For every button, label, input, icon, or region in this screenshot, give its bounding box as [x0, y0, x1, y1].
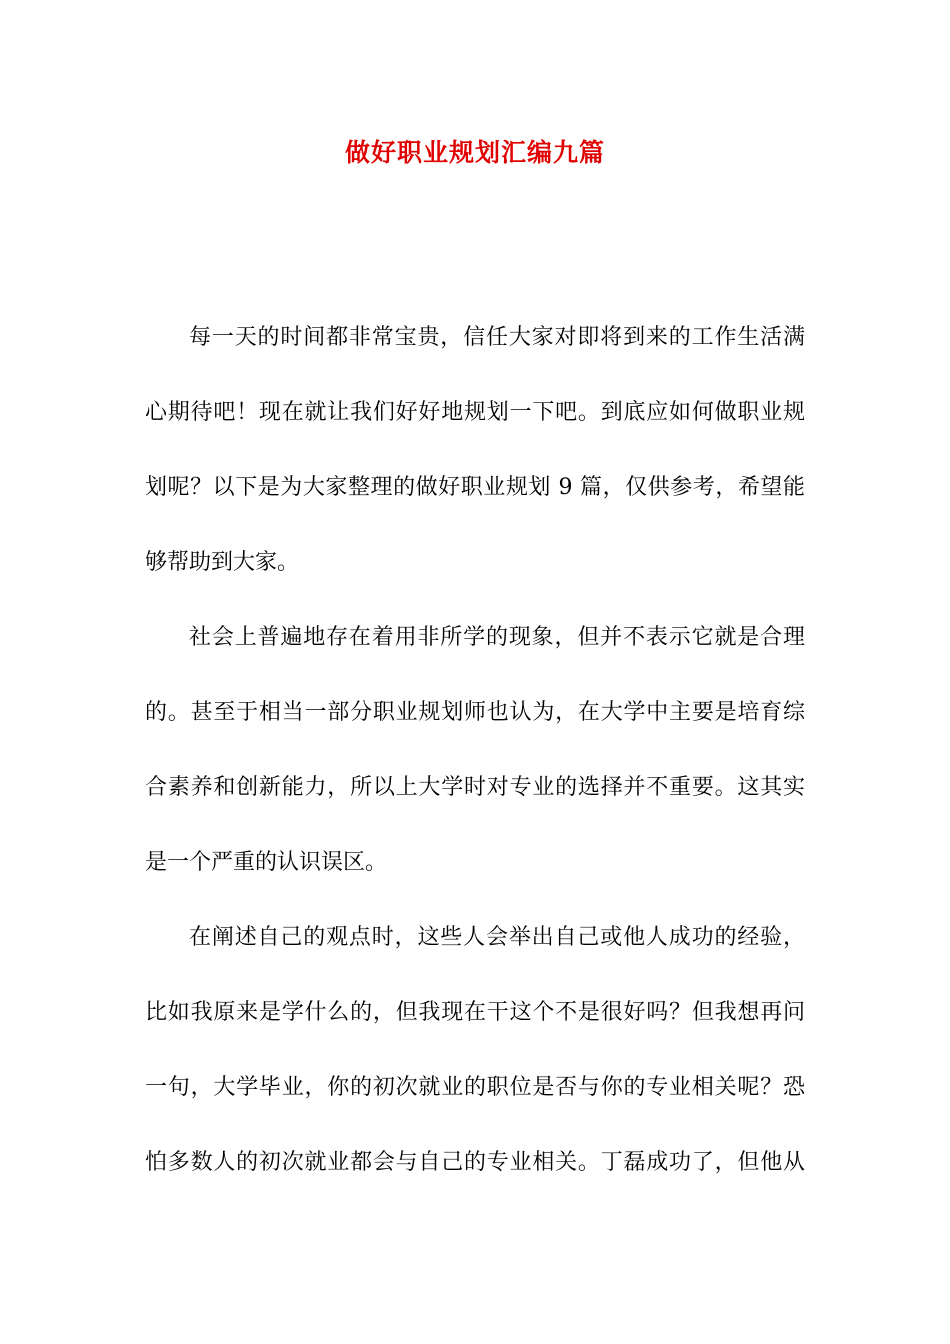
paragraph-line: 每一天的时间都非常宝贵，信任大家对即将到来的工作生活满 — [189, 325, 805, 350]
paragraph-1 — [145, 300, 805, 600]
paragraph-line: 划呢？以下是为大家整理的做好职业规划 9 篇，仅供参考，希望能 — [145, 475, 805, 500]
paragraph-line: 比如我原来是学什么的，但我现在干这个不是很好吗？但我想再问 — [145, 1000, 805, 1025]
paragraph-line: 一句，大学毕业，你的初次就业的职位是否与你的专业相关呢？恐 — [145, 1075, 805, 1100]
paragraph-line: 在阐述自己的观点时，这些人会举出自己或他人成功的经验， — [189, 925, 805, 950]
paragraph-line: 怕多数人的初次就业都会与自己的专业相关。丁磊成功了，但他从 — [145, 1150, 805, 1175]
paragraph-line: 心期待吧！现在就让我们好好地规划一下吧。到底应如何做职业规 — [145, 400, 805, 425]
paragraph-3 — [145, 900, 805, 1200]
paragraph-line: 合素养和创新能力，所以上大学时对专业的选择并不重要。这其实 — [145, 775, 805, 800]
paragraph-line: 够帮助到大家。 — [145, 550, 300, 575]
paragraph-2 — [145, 600, 805, 900]
paragraph-line: 的。甚至于相当一部分职业规划师也认为，在大学中主要是培育综 — [145, 700, 805, 725]
document-title: 做好职业规划汇编九篇 — [344, 138, 605, 167]
paragraph-line: 社会上普遍地存在着用非所学的现象，但并不表示它就是合理 — [189, 625, 805, 650]
paragraph-line: 是一个严重的认识误区。 — [145, 850, 388, 875]
